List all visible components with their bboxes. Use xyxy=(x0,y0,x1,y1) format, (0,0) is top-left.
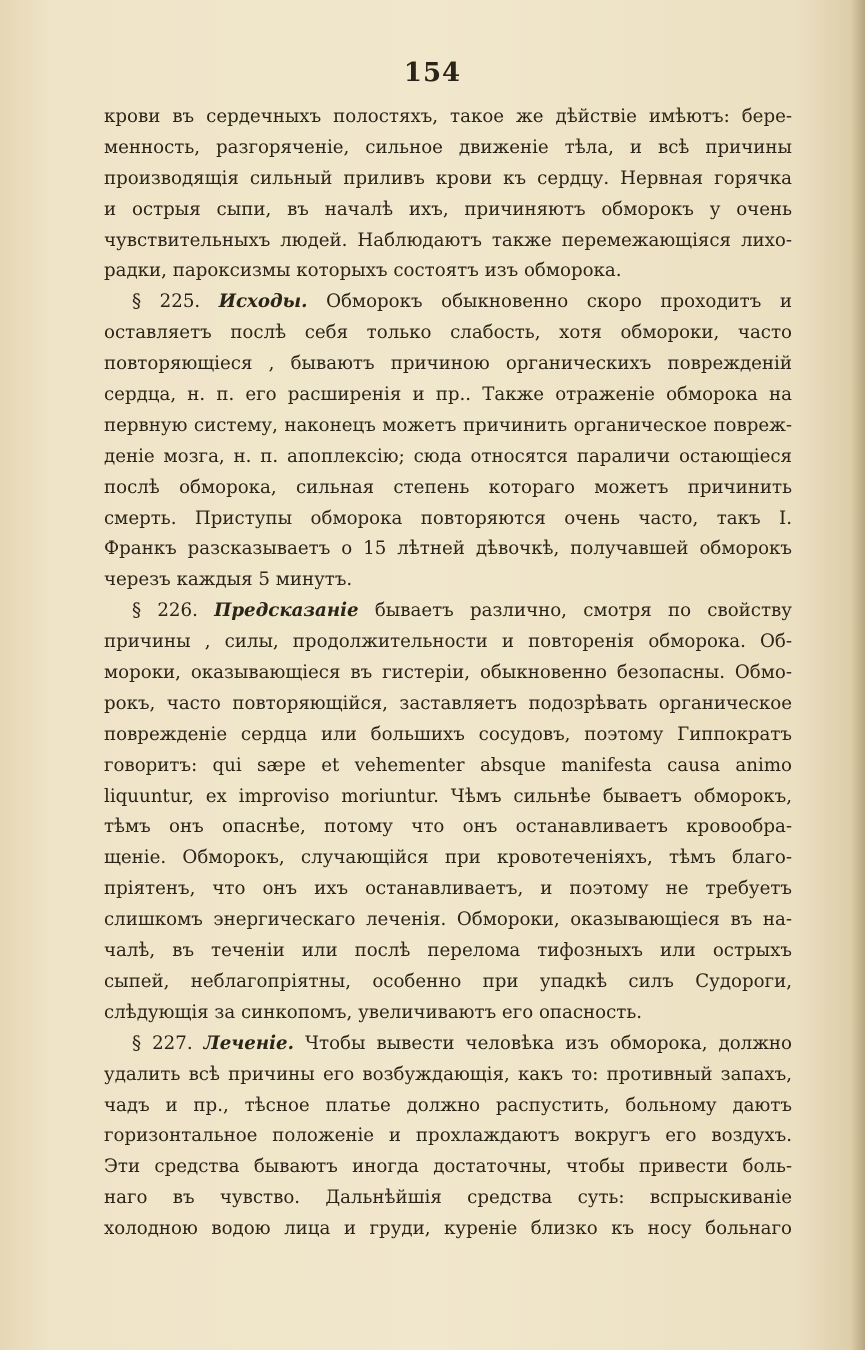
line-text: горизонтальное положеніе и прохлаждаютъ вокругъ его воздухъ. xyxy=(104,1125,792,1147)
line-text: щеніе. Обморокъ, случающійся при кровотеченіяхъ, тѣмъ благо- xyxy=(104,847,792,869)
text-line xyxy=(104,967,792,998)
line-text: черезъ каждыя 5 минутъ. xyxy=(104,569,353,591)
section-number: § 226. xyxy=(132,600,215,622)
text-line xyxy=(104,195,792,226)
text-line xyxy=(104,226,792,257)
section-title: Исходы. xyxy=(218,291,308,313)
line-text: пріятенъ, что онъ ихъ останавливаетъ, и поэтому не требуетъ xyxy=(104,878,792,900)
line-text: тѣмъ онъ опаснѣе, потому что онъ останавливаетъ кровообра- xyxy=(104,816,792,838)
line-text: удалить всѣ причины его возбуждающія, какъ то: противный запахъ, xyxy=(104,1063,792,1085)
line-text: причины , силы, продолжительности и повторенія обморока. Об- xyxy=(104,631,792,653)
text-line xyxy=(104,380,792,411)
line-text: рокъ, часто повторяющійся, заставляетъ подозрѣвать органическое xyxy=(104,692,792,714)
line-text: смерть. Приступы обморока повторяются очень часто, такъ І. xyxy=(104,507,792,529)
line-text: бываетъ различно, смотря по свойству xyxy=(358,600,792,622)
line-text: Обморокъ обыкновенно скоро проходитъ и xyxy=(307,291,792,313)
text-line xyxy=(104,658,792,689)
page-number: 154 xyxy=(403,58,462,88)
text-line xyxy=(104,534,792,565)
text-line xyxy=(104,442,792,473)
text-line xyxy=(104,843,792,874)
text-line xyxy=(104,720,792,751)
text-line xyxy=(104,133,792,164)
line-text: повторяющіеся , бываютъ причиною органическихъ поврежденій xyxy=(104,353,792,375)
text-line xyxy=(104,102,792,133)
line-text: liquuntur, ex improviso moriuntur. Чѣмъ сильнѣе бываетъ обморокъ, xyxy=(104,785,792,807)
line-text: Эти средства бываютъ иногда достаточны, чтобы привести боль- xyxy=(104,1156,792,1178)
line-text: деніе мозга, н. п. апоплексію; сюда относятся параличи остающіеся xyxy=(104,445,792,467)
section-number: § 227. xyxy=(132,1032,204,1054)
line-text: слѣдующія за синкопомъ, увеличиваютъ его опасность. xyxy=(104,1001,643,1023)
line-text: первную систему, наконецъ можетъ причинить органическое повреж- xyxy=(104,414,792,436)
page-edge-shadow xyxy=(851,0,865,1350)
line-text: холодною водою лица и груди, куреніе близко къ носу больнаго xyxy=(104,1218,792,1240)
line-text: менность, разгоряченіе, сильное движеніе тѣла, и всѣ причины xyxy=(104,136,792,158)
text-line xyxy=(104,411,792,442)
line-text: оставляетъ послѣ себя только слабость, хотя обмороки, часто xyxy=(104,322,792,344)
line-text: мороки, оказывающіеся въ гистеріи, обыкновенно безопасны. Обмо- xyxy=(104,662,792,684)
text-line xyxy=(104,998,792,1029)
text-line xyxy=(104,905,792,936)
text-line xyxy=(104,473,792,504)
line-text: чувствительныхъ людей. Наблюдаютъ также перемежающіяся лихо- xyxy=(104,229,792,251)
line-text: Франкъ разсказываетъ о 15 лѣтней дѣвочкѣ, получавшей обморокъ xyxy=(104,538,792,560)
text-line xyxy=(104,936,792,967)
line-text: радки, пароксизмы которыхъ состоятъ изъ обморока. xyxy=(104,260,622,282)
text-line xyxy=(104,565,792,596)
text-line xyxy=(104,256,792,287)
section-title: Предсказаніе xyxy=(214,600,359,622)
section-heading-line xyxy=(104,596,792,627)
text-line xyxy=(104,689,792,720)
text-line xyxy=(104,1091,792,1122)
line-text: сыпей, неблагопріятны, особенно при упадкѣ силъ Судороги, xyxy=(104,970,792,992)
text-line xyxy=(104,504,792,535)
line-text: и острыя сыпи, въ началѣ ихъ, причиняютъ обморокъ у очень xyxy=(104,198,792,220)
line-text: наго въ чувство. Дальнѣйшія средства суть: вспрыскиваніе xyxy=(104,1187,792,1209)
text-line xyxy=(104,874,792,905)
text-line xyxy=(104,812,792,843)
section-heading-line xyxy=(104,287,792,318)
line-text: производящія сильный приливъ крови къ сердцу. Нервная горячка xyxy=(104,167,792,189)
text-line xyxy=(104,782,792,813)
line-text: крови въ сердечныхъ полостяхъ, такое же дѣйствіе имѣютъ: бере- xyxy=(104,106,792,127)
text-line xyxy=(104,164,792,195)
section-number: § 225. xyxy=(132,291,219,313)
section-heading-line xyxy=(104,1029,792,1060)
line-text: послѣ обморока, сильная степень котораго можетъ причинить xyxy=(104,476,792,498)
text-line xyxy=(104,1152,792,1183)
text-line xyxy=(104,1183,792,1214)
text-line xyxy=(104,627,792,658)
text-line xyxy=(104,1060,792,1091)
text-line xyxy=(104,349,792,380)
text-line xyxy=(104,1214,792,1245)
line-text: Чтобы вывести человѣка изъ обморока, должно xyxy=(293,1032,792,1054)
text-line xyxy=(104,751,792,782)
line-text: сердца, н. п. его расширенія и пр.. Также отраженіе обморока на xyxy=(104,384,792,406)
line-text: слишкомъ энергическаго леченія. Обмороки, оказывающіеся въ на- xyxy=(104,909,792,931)
section-title: Леченіе. xyxy=(203,1032,294,1054)
text-line xyxy=(104,318,792,349)
line-text: чадъ и пр., тѣсное платье должно распустить, больному даютъ xyxy=(104,1094,792,1116)
line-text: говоритъ: qui sæpe et vehementer absque manifesta causa animo xyxy=(104,754,792,776)
line-text: поврежденіе сердца или большихъ сосудовъ, поэтому Гиппократъ xyxy=(104,723,792,745)
text-line xyxy=(104,1121,792,1152)
body-text xyxy=(104,102,792,1245)
line-text: чалѣ, въ теченіи или послѣ перелома тифозныхъ или острыхъ xyxy=(104,940,792,962)
